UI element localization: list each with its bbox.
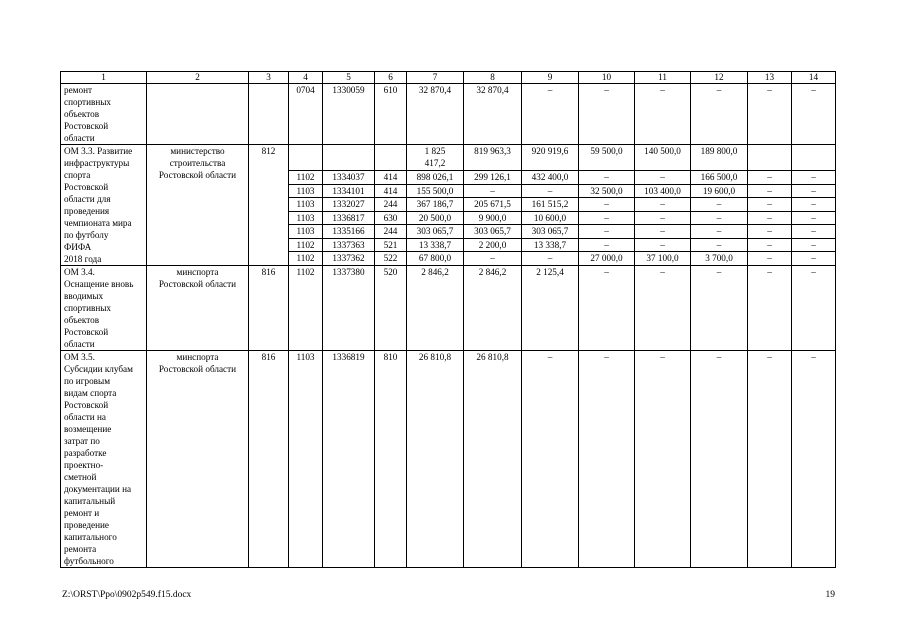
- cell: –: [522, 84, 579, 145]
- col-header: 14: [792, 72, 836, 84]
- table-row: [61, 266, 836, 351]
- cell: –: [748, 84, 792, 145]
- cell: 32 500,0: [579, 184, 635, 198]
- cell: 26 810,8: [464, 351, 522, 568]
- cell: 367 186,7: [407, 198, 464, 212]
- cell: –: [635, 171, 691, 185]
- col-header: 12: [691, 72, 748, 84]
- cell: [748, 145, 792, 171]
- cell: 161 515,2: [522, 198, 579, 212]
- cell: 819 963,3: [464, 145, 522, 171]
- cell: –: [579, 198, 635, 212]
- col-header: 3: [249, 72, 289, 84]
- cell: –: [748, 171, 792, 185]
- col-header: 4: [289, 72, 323, 84]
- cell: 1102: [289, 266, 323, 351]
- cell: –: [792, 266, 836, 351]
- col-header: 6: [375, 72, 407, 84]
- cell: 0704: [289, 84, 323, 145]
- cell: –: [748, 225, 792, 239]
- row-name: ОМ 3.3. Развитие инфраструктуры спорта Ростовской области для проведения чемпионата мира по футболу ФИФА 2018 года: [61, 145, 147, 266]
- cell: 2 846,2: [464, 266, 522, 351]
- cell: 1334101: [323, 184, 375, 198]
- cell: –: [691, 238, 748, 252]
- cell: 1103: [289, 351, 323, 568]
- cell: 920 919,6: [522, 145, 579, 171]
- col-header: 13: [748, 72, 792, 84]
- cell: –: [748, 211, 792, 225]
- row-grbs: 816: [249, 266, 289, 351]
- col-header: 5: [323, 72, 375, 84]
- cell: 103 400,0: [635, 184, 691, 198]
- col-header: 8: [464, 72, 522, 84]
- row-name: ОМ 3.5. Субсидии клубам по игровым видам спорта Ростовской области на возмещение затрат по разработке проектно- сметной документации на капитальный ремонт и проведение капитального ремонта футбольного: [61, 351, 147, 568]
- cell: –: [691, 211, 748, 225]
- cell: –: [464, 184, 522, 198]
- cell: –: [792, 198, 836, 212]
- cell: 630: [375, 211, 407, 225]
- cell: –: [792, 184, 836, 198]
- col-header: 10: [579, 72, 635, 84]
- cell: –: [635, 84, 691, 145]
- cell: 2 200,0: [464, 238, 522, 252]
- cell: –: [635, 198, 691, 212]
- cell: 1335166: [323, 225, 375, 239]
- cell: 13 338,7: [522, 238, 579, 252]
- cell: 414: [375, 184, 407, 198]
- cell: 19 600,0: [691, 184, 748, 198]
- cell: –: [579, 351, 635, 568]
- cell: 610: [375, 84, 407, 145]
- cell: 522: [375, 252, 407, 266]
- cell: 1334037: [323, 171, 375, 185]
- cell: 1337363: [323, 238, 375, 252]
- row-name: ремонт спортивных объектов Ростовской области: [61, 84, 147, 145]
- cell: –: [748, 184, 792, 198]
- cell: 1102: [289, 171, 323, 185]
- cell: –: [792, 252, 836, 266]
- cell: 303 065,7: [407, 225, 464, 239]
- cell: 67 800,0: [407, 252, 464, 266]
- cell: –: [579, 171, 635, 185]
- cell: –: [792, 238, 836, 252]
- cell: –: [579, 238, 635, 252]
- cell: 189 800,0: [691, 145, 748, 171]
- cell: 2 125,4: [522, 266, 579, 351]
- cell: 1336817: [323, 211, 375, 225]
- cell: 140 500,0: [635, 145, 691, 171]
- cell: –: [691, 351, 748, 568]
- table-row: [61, 351, 836, 568]
- table-row: [61, 84, 836, 145]
- cell: 3 700,0: [691, 252, 748, 266]
- cell: 244: [375, 198, 407, 212]
- cell: –: [748, 198, 792, 212]
- col-header: 9: [522, 72, 579, 84]
- cell: [323, 145, 375, 171]
- cell: –: [635, 238, 691, 252]
- cell: –: [579, 84, 635, 145]
- cell: –: [635, 351, 691, 568]
- cell: 26 810,8: [407, 351, 464, 568]
- cell: 59 500,0: [579, 145, 635, 171]
- cell: 1336819: [323, 351, 375, 568]
- cell: 810: [375, 351, 407, 568]
- cell: –: [691, 198, 748, 212]
- cell: 1 825 417,2: [407, 145, 464, 171]
- cell: 20 500,0: [407, 211, 464, 225]
- cell: 303 065,7: [522, 225, 579, 239]
- cell: 32 870,4: [407, 84, 464, 145]
- col-header: 7: [407, 72, 464, 84]
- row-executor: минспорта Ростовской области: [147, 351, 249, 568]
- table-row: [61, 145, 836, 171]
- row-grbs: [249, 84, 289, 145]
- cell: 1103: [289, 198, 323, 212]
- col-header: 2: [147, 72, 249, 84]
- cell: –: [635, 211, 691, 225]
- row-grbs: 816: [249, 351, 289, 568]
- cell: –: [792, 211, 836, 225]
- row-name: ОМ 3.4. Оснащение вновь вводимых спортивных объектов Ростовской области: [61, 266, 147, 351]
- cell: –: [748, 266, 792, 351]
- cell: 898 026,1: [407, 171, 464, 185]
- cell: –: [579, 266, 635, 351]
- cell: –: [792, 171, 836, 185]
- cell: –: [748, 351, 792, 568]
- cell: –: [691, 266, 748, 351]
- cell: 32 870,4: [464, 84, 522, 145]
- cell: 244: [375, 225, 407, 239]
- row-executor: минспорта Ростовской области: [147, 266, 249, 351]
- file-path: Z:\ORST\Ppo\0902p549.f15.docx: [62, 590, 192, 600]
- cell: 303 065,7: [464, 225, 522, 239]
- cell: –: [748, 238, 792, 252]
- cell: –: [522, 184, 579, 198]
- cell: 27 000,0: [579, 252, 635, 266]
- cell: 13 338,7: [407, 238, 464, 252]
- cell: –: [691, 84, 748, 145]
- row-grbs: 812: [249, 145, 289, 266]
- cell: [289, 145, 323, 171]
- cell: –: [792, 351, 836, 568]
- cell: –: [464, 252, 522, 266]
- cell: 9 900,0: [464, 211, 522, 225]
- cell: 1102: [289, 252, 323, 266]
- cell: 1337362: [323, 252, 375, 266]
- header-row: [61, 72, 836, 84]
- cell: 432 400,0: [522, 171, 579, 185]
- cell: –: [748, 252, 792, 266]
- cell: [792, 145, 836, 171]
- cell: –: [579, 225, 635, 239]
- cell: 1103: [289, 184, 323, 198]
- cell: –: [522, 351, 579, 568]
- cell: 205 671,5: [464, 198, 522, 212]
- cell: –: [635, 225, 691, 239]
- cell: 1102: [289, 238, 323, 252]
- cell: 2 846,2: [407, 266, 464, 351]
- row-executor: министерство строительства Ростовской области: [147, 145, 249, 266]
- cell: 1103: [289, 211, 323, 225]
- cell: 299 126,1: [464, 171, 522, 185]
- cell: 37 100,0: [635, 252, 691, 266]
- page-number: 19: [825, 590, 835, 600]
- col-header: 1: [61, 72, 147, 84]
- cell: 155 500,0: [407, 184, 464, 198]
- cell: 1332027: [323, 198, 375, 212]
- cell: –: [691, 225, 748, 239]
- row-executor: [147, 84, 249, 145]
- cell: [375, 145, 407, 171]
- cell: –: [635, 266, 691, 351]
- cell: 520: [375, 266, 407, 351]
- col-header: 11: [635, 72, 691, 84]
- cell: 1337380: [323, 266, 375, 351]
- cell: 1103: [289, 225, 323, 239]
- cell: 1330059: [323, 84, 375, 145]
- cell: –: [579, 211, 635, 225]
- cell: –: [522, 252, 579, 266]
- cell: 414: [375, 171, 407, 185]
- budget-table: [60, 71, 836, 568]
- cell: –: [792, 225, 836, 239]
- cell: 521: [375, 238, 407, 252]
- cell: –: [792, 84, 836, 145]
- cell: 166 500,0: [691, 171, 748, 185]
- cell: 10 600,0: [522, 211, 579, 225]
